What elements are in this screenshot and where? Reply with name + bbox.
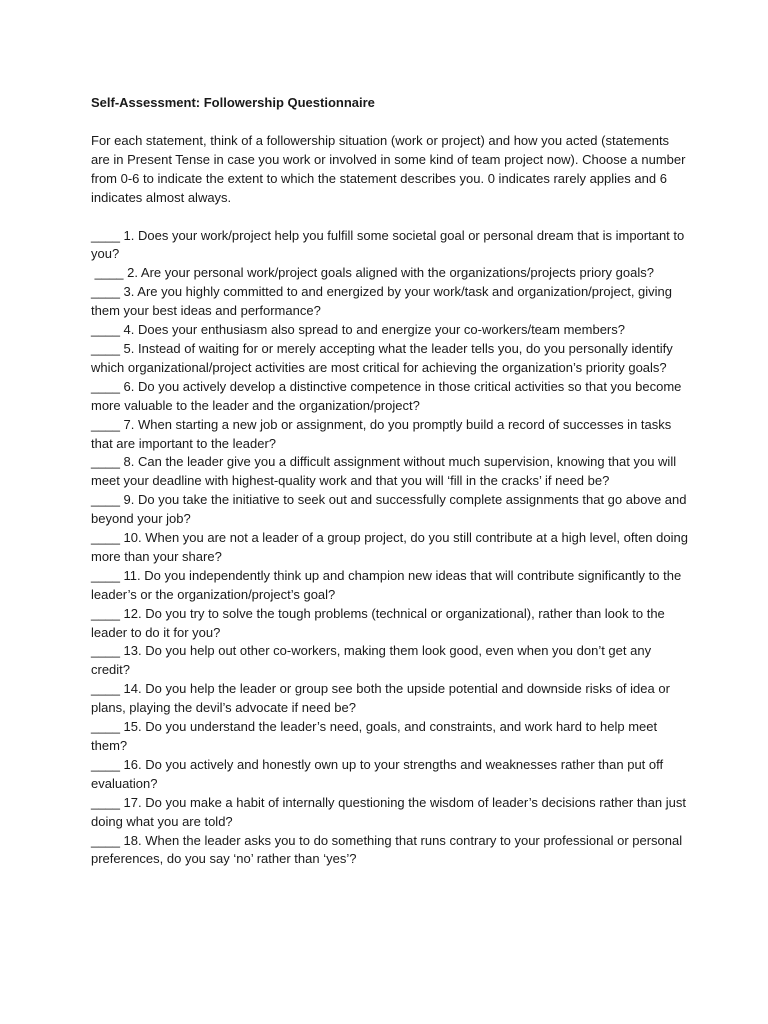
question-item xyxy=(91,264,691,283)
answer-blank: ____ xyxy=(91,492,120,508)
question-item xyxy=(91,680,691,718)
document-title: Self-Assessment: Followership Questionnaire xyxy=(91,95,375,110)
question-item xyxy=(91,605,691,643)
question-item xyxy=(91,756,691,794)
question-item xyxy=(91,453,691,491)
question-text: 10. When you are not a leader of a group project, do you still contribute at a high level, often doing more than your share? xyxy=(91,530,688,564)
question-item xyxy=(91,227,691,265)
question-text: 17. Do you make a habit of internally questioning the wisdom of leader’s decisions rather than just doing what you are told? xyxy=(91,794,686,829)
question-item xyxy=(91,491,691,529)
answer-blank: ____ xyxy=(91,567,120,583)
question-text: 6. Do you actively develop a distinctive competence in those critical activities so that you become more valuable to the leader and the organization/project? xyxy=(91,378,682,413)
answer-blank: ____ xyxy=(91,605,120,621)
answer-blank: ____ xyxy=(91,454,120,470)
answer-blank: ____ xyxy=(91,227,120,243)
question-text: 4. Does your enthusiasm also spread to and energize your co-workers/team members? xyxy=(119,322,625,338)
answer-blank: ____ xyxy=(91,378,120,394)
question-text: 8. Can the leader give you a difficult assignment without much supervision, knowing that you will meet your deadline with highest-quality work and that you will ‘fill in the cracks’ if need be? xyxy=(91,454,677,489)
question-item xyxy=(91,832,691,870)
answer-blank: ____ xyxy=(91,322,120,338)
answer-blank: ____ xyxy=(91,719,120,735)
question-item xyxy=(91,283,691,321)
answer-blank: ____ xyxy=(91,416,120,432)
question-item xyxy=(91,529,691,567)
question-item xyxy=(91,642,691,680)
question-text: 14. Do you help the leader or group see both the upside potential and downside risks of idea or plans, playing the devil’s advocate if need be? xyxy=(91,681,670,716)
question-text: 1. Does your work/project help you fulfill some societal goal or personal dream that is important to you? xyxy=(91,227,685,262)
question-text: 13. Do you help out other co-workers, making them look good, even when you don’t get any credit? xyxy=(91,643,652,678)
answer-blank: ____ xyxy=(91,681,120,697)
answer-blank: ____ xyxy=(91,265,124,281)
question-list xyxy=(91,227,691,870)
question-text: 9. Do you take the initiative to seek out and successfully complete assignments that go above and beyond your job? xyxy=(91,492,687,527)
question-text: 18. When the leader asks you to do something that runs contrary to your professional or personal preferences, do you say ‘no’ rather than ‘yes’? xyxy=(91,832,683,867)
question-item xyxy=(91,321,691,340)
answer-blank: ____ xyxy=(91,794,120,810)
answer-blank: ____ xyxy=(91,756,120,772)
question-text: 3. Are you highly committed to and energized by your work/task and organization/project, giving them your best ideas and performance? xyxy=(91,284,673,319)
question-item xyxy=(91,416,691,454)
question-item xyxy=(91,340,691,378)
question-text: 11. Do you independently think up and champion new ideas that will contribute significantly to the leader’s or the organization/project’s goal? xyxy=(91,567,682,602)
answer-blank: ____ xyxy=(91,284,120,300)
answer-blank: ____ xyxy=(91,340,120,356)
question-text: 7. When starting a new job or assignment, do you promptly build a record of successes in tasks that are important to the leader? xyxy=(91,416,672,451)
question-text: 15. Do you understand the leader’s need, goals, and constraints, and work hard to help meet them? xyxy=(91,719,658,753)
document-page xyxy=(91,94,691,869)
answer-blank: ____ xyxy=(91,530,120,546)
question-text: 5. Instead of waiting for or merely accepting what the leader tells you, do you personally identify which organizational/project activities are most critical for achieving the organization’s priority goals? xyxy=(91,340,673,375)
answer-blank: ____ xyxy=(91,643,120,659)
question-text: 2. Are your personal work/project goals aligned with the organizations/projects priory goals? xyxy=(123,265,654,281)
instructions-paragraph: For each statement, think of a followership situation (work or project) and how you acted (statements are in Present Tense in case you work or involved in some kind of team project now). Choose a number from 0-6 to indicate the extent to which the statement describes you. 0 indicates rarely applies and 6 indicates almost always. xyxy=(91,132,686,205)
question-item xyxy=(91,794,691,832)
question-text: 16. Do you actively and honestly own up to your strengths and weaknesses rather than put off evaluation? xyxy=(91,756,664,791)
question-item xyxy=(91,718,691,756)
question-item xyxy=(91,378,691,416)
question-item xyxy=(91,567,691,605)
question-text: 12. Do you try to solve the tough problems (technical or organizational), rather than look to the leader to do it for you? xyxy=(91,605,665,640)
answer-blank: ____ xyxy=(91,832,120,848)
